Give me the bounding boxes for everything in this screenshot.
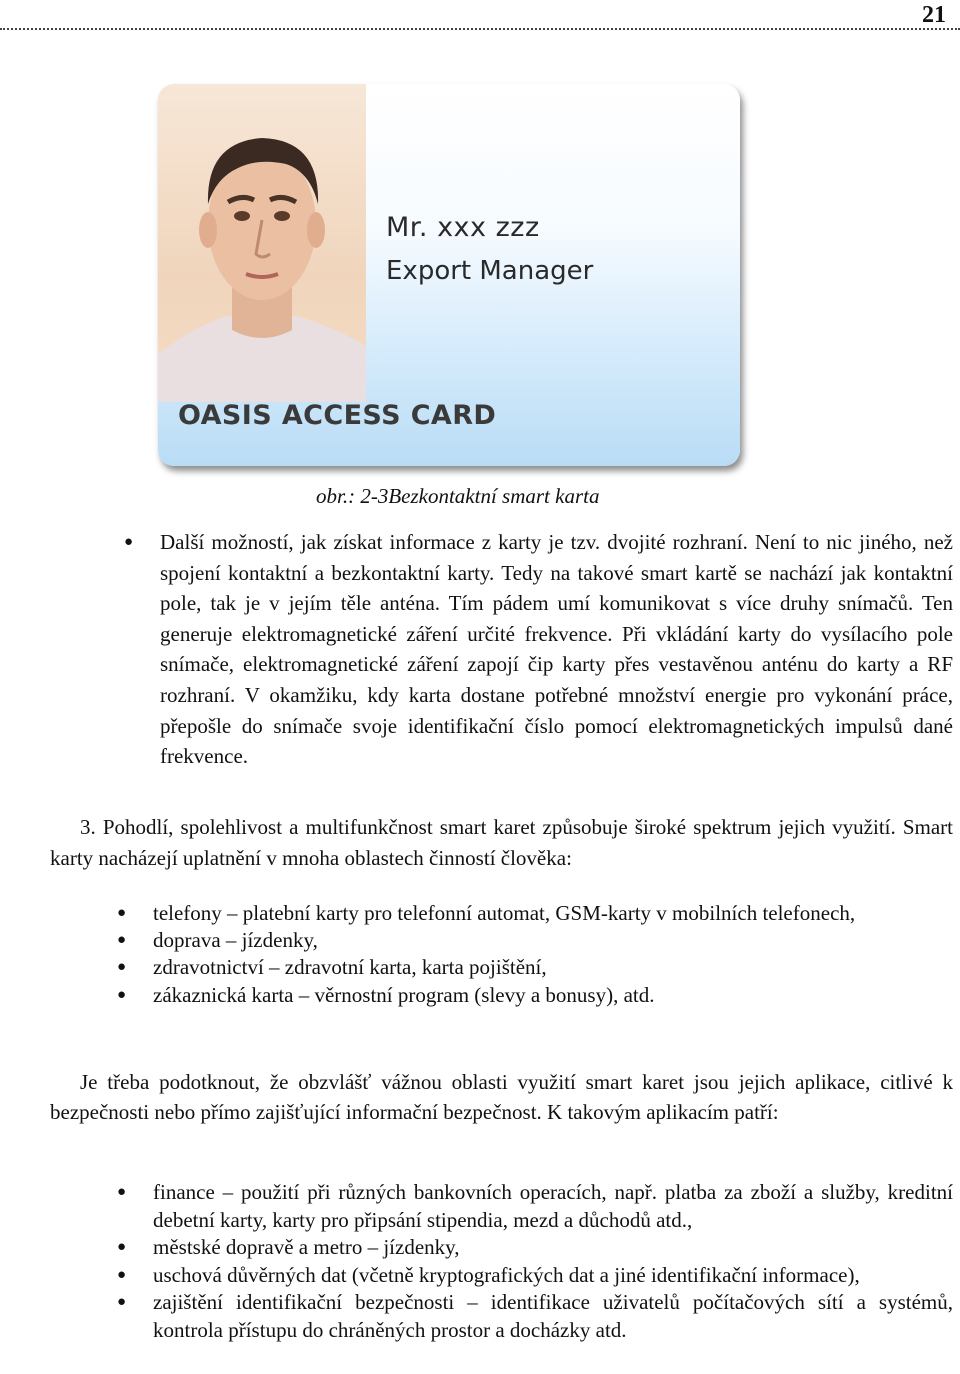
paragraph-text: Další možností, jak získat informace z karty je tzv. dvojité rozhraní. Není to nic jiného, než spojení kontaktní a bezkontaktní karty. Tedy na takové smart kartě se nachází jak kontaktní pole, tak je v jejím těle anténa. Tím pádem umí komunikovat s více druhy snímačů. Ten generuje elektromagnetické záření určité frekvence. Při vkládání karty do vysílacího pole snímače, elektromagnetické záření zapojí čip karty přes vestavěnou anténu do karty a RF rozhraní. V okamžiku, kdy karta dostane potřebné množství energie pro vykonání práce, přepošle do snímače svoje identifikační číslo pomocí elektromagnetických impulsů dané frekvence. [160, 530, 953, 769]
header-rule [0, 28, 960, 30]
bullet-icon: ● [117, 986, 127, 1003]
bullet-icon: ● [124, 534, 134, 550]
bullet-icon: ● [117, 1184, 127, 1200]
card-holder-name: Mr. xxx zzz [386, 212, 540, 243]
portrait-photo [158, 84, 366, 402]
list-item [117, 927, 913, 954]
access-card [158, 84, 740, 466]
security-paragraph: Je třeba podotknout, že obzvlášť vážnou oblasti využití smart karet jsou jejich aplikace, citlivé k bezpečnosti nebo přímo zajišťující informační bezpečnost. K takovým aplikacím patří: [50, 1070, 953, 1124]
list-item [124, 527, 953, 772]
list-item-text: uschová důvěrných dat (včetně kryptografických dat a jiné identifikační informace), [153, 1262, 860, 1287]
list-item-text: městské dopravě a metro – jízdenky, [153, 1235, 460, 1260]
list-item [117, 954, 913, 981]
access-card-figure [158, 84, 740, 466]
card-label: OASIS ACCESS CARD [178, 400, 497, 431]
list-item-text: zajištění identifikační bezpečnosti – identifikace uživatelů počítačových sítí a systémů, kontrola přístupu do chráněných prostor a docházky atd. [153, 1290, 953, 1342]
portrait-face-image [158, 84, 366, 402]
figure-caption: obr.: 2-3Bezkontaktní smart karta [316, 484, 600, 508]
card-holder-title: Export Manager [386, 256, 594, 286]
list-item-text: doprava – jízdenky, [153, 928, 318, 953]
page-number: 21 [922, 2, 946, 28]
bullet-icon: ● [117, 959, 127, 976]
bullet-paragraph [124, 527, 953, 772]
list-item [117, 1234, 953, 1262]
list-item-text: telefony – platební karty pro telefonní automat, GSM-karty v mobilních telefonech, [153, 901, 856, 925]
usage-list [117, 900, 913, 1009]
list-item [117, 1179, 953, 1234]
list-item [117, 900, 913, 927]
bullet-icon: ● [117, 1266, 127, 1283]
list-item-text: finance – použití při různých bankovních operacích, např. platba za zboží a služby, kreditní debetní karty, karty pro připsání stipendia, mezd a důchodů atd., [153, 1180, 953, 1232]
bullet-icon: ● [117, 932, 127, 949]
list-item-text: zákaznická karta – věrnostní program (slevy a bonusy), atd. [153, 982, 655, 1007]
numbered-paragraph: 3. Pohodlí, spolehlivost a multifunkčnost smart karet způsobuje široké spektrum jejich využití. Smart karty nacházejí uplatnění v mnoha oblastech činností člověka: [50, 815, 953, 870]
list-item [117, 982, 913, 1009]
security-list [117, 1179, 953, 1345]
list-item [117, 1289, 953, 1344]
bullet-icon: ● [117, 1294, 127, 1311]
bullet-icon: ● [117, 905, 127, 921]
list-item [117, 1262, 953, 1290]
list-item-text: zdravotnictví – zdravotní karta, karta pojištění, [153, 955, 547, 980]
bullet-icon: ● [117, 1239, 127, 1256]
